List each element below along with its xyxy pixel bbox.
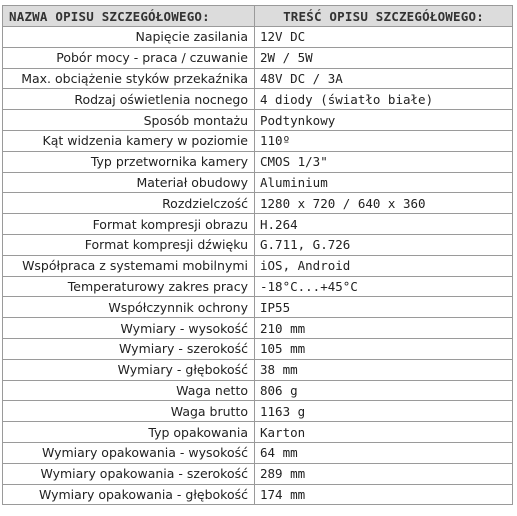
spec-name-cell: Waga netto [3,380,255,401]
spec-name-cell: Wymiary - szerokość [3,338,255,359]
spec-value-cell: G.711, G.726 [255,234,513,255]
header-value-column: TREŚĆ OPISU SZCZEGÓŁOWEGO: [255,6,513,27]
spec-value-cell: CMOS 1/3" [255,151,513,172]
spec-value-cell: 210 mm [255,318,513,339]
spec-name-cell: Typ przetwornika kamery [3,151,255,172]
table-row [3,172,513,193]
spec-value-cell: -18°C...+45°C [255,276,513,297]
table-row [3,276,513,297]
table-row [3,255,513,276]
spec-name-cell: Współpraca z systemami mobilnymi [3,255,255,276]
spec-name-cell: Pobór mocy - praca / czuwanie [3,47,255,68]
table-header [3,6,513,27]
table-row [3,234,513,255]
table-row [3,338,513,359]
spec-value-cell: 64 mm [255,442,513,463]
spec-name-cell: Format kompresji obrazu [3,214,255,235]
table-row [3,297,513,318]
spec-name-cell: Napięcie zasilania [3,27,255,48]
spec-value-cell: iOS, Android [255,255,513,276]
spec-value-cell: IP55 [255,297,513,318]
spec-value-cell: 12V DC [255,27,513,48]
spec-name-cell: Wymiary - głębokość [3,359,255,380]
table-row [3,463,513,484]
spec-value-cell: 2W / 5W [255,47,513,68]
table-row [3,380,513,401]
table-row [3,68,513,89]
table-row [3,422,513,443]
table-row [3,359,513,380]
spec-value-cell: 38 mm [255,359,513,380]
spec-name-cell: Współczynnik ochrony [3,297,255,318]
spec-name-cell: Materiał obudowy [3,172,255,193]
table-row [3,214,513,235]
table-row [3,27,513,48]
table-row [3,89,513,110]
spec-name-cell: Wymiary opakowania - szerokość [3,463,255,484]
spec-name-cell: Max. obciążenie styków przekaźnika [3,68,255,89]
spec-value-cell: 110º [255,130,513,151]
spec-name-cell: Waga brutto [3,401,255,422]
spec-value-cell: 289 mm [255,463,513,484]
spec-name-cell: Rozdzielczość [3,193,255,214]
spec-value-cell: Aluminium [255,172,513,193]
header-name-column: NAZWA OPISU SZCZEGÓŁOWEGO: [3,6,255,27]
spec-name-cell: Wymiary - wysokość [3,318,255,339]
spec-value-cell: 105 mm [255,338,513,359]
spec-value-cell: 806 g [255,380,513,401]
table-row [3,110,513,131]
table-row [3,47,513,68]
spec-value-cell: Podtynkowy [255,110,513,131]
spec-name-cell: Temperaturowy zakres pracy [3,276,255,297]
spec-name-cell: Wymiary opakowania - głębokość [3,484,255,505]
table-row [3,151,513,172]
spec-value-cell: H.264 [255,214,513,235]
table-row [3,193,513,214]
spec-name-cell: Format kompresji dźwięku [3,234,255,255]
spec-value-cell: 1280 x 720 / 640 x 360 [255,193,513,214]
spec-name-cell: Typ opakowania [3,422,255,443]
spec-name-cell: Wymiary opakowania - wysokość [3,442,255,463]
spec-value-cell: 48V DC / 3A [255,68,513,89]
spec-value-cell: Karton [255,422,513,443]
table-row [3,442,513,463]
header-row [3,6,513,27]
spec-name-cell: Sposób montażu [3,110,255,131]
specification-table [2,5,513,505]
spec-value-cell: 174 mm [255,484,513,505]
table-row [3,484,513,505]
table-row [3,318,513,339]
table-body [3,27,513,505]
spec-name-cell: Kąt widzenia kamery w poziomie [3,130,255,151]
spec-name-cell: Rodzaj oświetlenia nocnego [3,89,255,110]
table-row [3,401,513,422]
spec-value-cell: 1163 g [255,401,513,422]
table-row [3,130,513,151]
spec-value-cell: 4 diody (światło białe) [255,89,513,110]
